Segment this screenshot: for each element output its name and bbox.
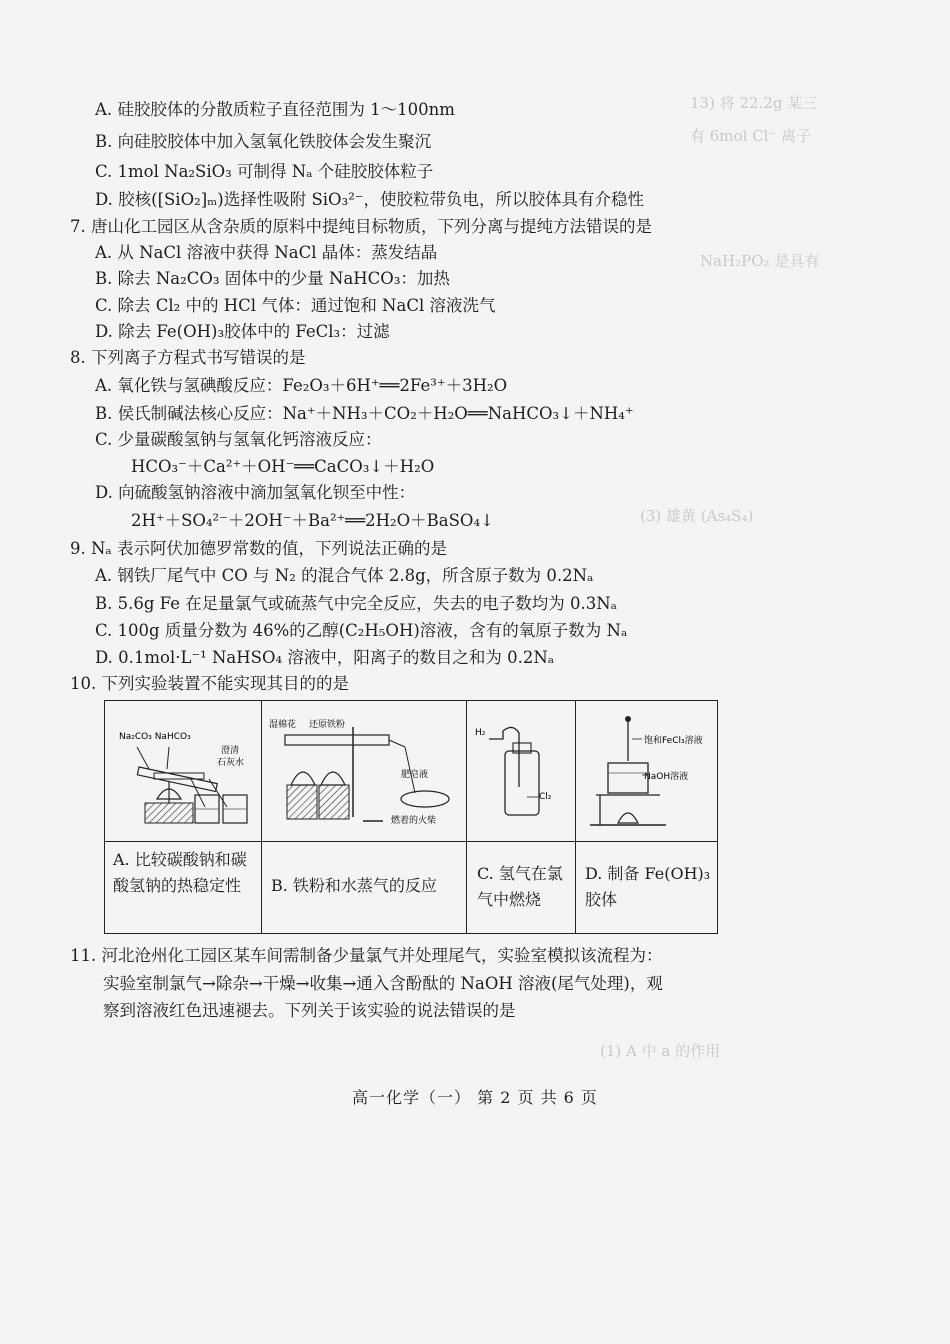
q10-apparatus-table: [104, 700, 718, 934]
q8-option-b: B. 侯氏制碱法核心反应：Na⁺＋NH₃＋CO₂＋H₂O══NaHCO₃↓＋NH₄⁺: [95, 404, 634, 423]
q6-option-b: B. 向硅胶胶体中加入氢氧化铁胶体会发生聚沉: [95, 132, 432, 151]
q6-option-a: A. 硅胶胶体的分散质粒子直径范围为 1～100nm: [95, 100, 455, 119]
q9-option-a: A. 钢铁厂尾气中 CO 与 N₂ 的混合气体 2.8g，所含原子数为 0.2Nₐ: [95, 566, 594, 585]
q11-stem-line-3: 察到溶液红色迅速褪去。下列关于该实验的说法错误的是: [103, 1001, 516, 1020]
diagram-thermal-stability: [109, 707, 259, 835]
bleed-through-text: NaH₂PO₂ 是具有: [700, 252, 820, 270]
diagram-iron-steam: [265, 707, 465, 835]
label-carbonates: Na₂CO₃ NaHCO₃: [119, 732, 191, 742]
label-burning-match: 燃着的火柴: [391, 816, 437, 826]
page-footer: 高一化学（一） 第 2 页 共 6 页: [352, 1088, 598, 1107]
q7-option-b: B. 除去 Na₂CO₃ 固体中的少量 NaHCO₃：加热: [95, 269, 450, 288]
q9-option-b: B. 5.6g Fe 在足量氯气或硫蒸气中完全反应，失去的电子数均为 0.3Nₐ: [95, 594, 618, 613]
q7-option-d: D. 除去 Fe(OH)₃胶体中的 FeCl₃：过滤: [95, 322, 390, 341]
bleed-through-text: (1) A 中 a 的作用: [600, 1042, 721, 1060]
q10-stem: 10. 下列实验装置不能实现其目的的是: [70, 674, 349, 693]
table-divider: [105, 841, 717, 842]
label-chlorine: Cl₂: [539, 792, 552, 802]
option-b-caption: B. 铁粉和水蒸气的反应: [271, 876, 437, 895]
q9-option-d: D. 0.1mol·L⁻¹ NaHSO₄ 溶液中，阳离子的数目之和为 0.2Nₐ: [95, 648, 555, 667]
q9-option-c: C. 100g 质量分数为 46%的乙醇(C₂H₅OH)溶液，含有的氧原子数为 Nₐ: [95, 621, 628, 640]
q8-option-d: D. 向硫酸氢钠溶液中滴加氢氧化钡至中性：: [95, 483, 416, 502]
label-sodium-hydroxide: NaOH溶液: [644, 772, 689, 782]
option-d-caption: D. 制备 Fe(OH)₃ 胶体: [585, 864, 711, 909]
q8-option-c-equation: HCO₃⁻＋Ca²⁺＋OH⁻══CaCO₃↓＋H₂O: [131, 457, 435, 476]
bleed-through-text: 有 6mol Cl⁻ 离子: [690, 127, 812, 145]
diagram-ferric-hydroxide-colloid: [578, 707, 716, 835]
label-ferric-chloride: 饱和FeCl₃溶液: [644, 736, 703, 746]
q11-stem-line-1: 11. 河北沧州化工园区某车间需制备少量氯气并处理尾气，实验室模拟该流程为：: [70, 946, 663, 965]
q8-stem: 8. 下列离子方程式书写错误的是: [70, 348, 306, 367]
q11-stem-line-2: 实验室制氯气→除杂→干燥→收集→通入含酚酞的 NaOH 溶液(尾气处理)，观: [103, 974, 663, 993]
option-a-caption: A. 比较碳酸钠和碳酸氢钠的热稳定性: [113, 850, 247, 895]
label-limewater-1: 澄清: [221, 746, 240, 756]
q8-option-c: C. 少量碳酸氢钠与氢氧化钙溶液反应：: [95, 430, 382, 449]
label-iron-powder: 还原铁粉: [309, 720, 346, 730]
q8-option-d-equation: 2H⁺＋SO₄²⁻＋2OH⁻＋Ba²⁺══2H₂O＋BaSO₄↓: [131, 511, 494, 530]
label-soap-solution: 肥皂液: [401, 770, 429, 780]
label-wet-cotton: 湿棉花: [269, 720, 297, 730]
q6-option-d: D. 胶核([SiO₂]ₘ)选择性吸附 SiO₃²⁻，使胶粒带负电，所以胶体具有介稳性: [95, 190, 645, 209]
q6-option-c: C. 1mol Na₂SiO₃ 可制得 Nₐ 个硅胶胶体粒子: [95, 162, 434, 181]
q7-option-a: A. 从 NaCl 溶液中获得 NaCl 晶体：蒸发结晶: [95, 243, 438, 262]
q7-stem: 7. 唐山化工园区从含杂质的原料中提纯目标物质，下列分离与提纯方法错误的是: [70, 217, 652, 236]
q9-stem: 9. Nₐ 表示阿伏加德罗常数的值，下列说法正确的是: [70, 539, 448, 558]
bleed-through-text: (3) 雄黄 (As₄S₄): [640, 507, 754, 525]
diagram-hydrogen-chlorine: [469, 707, 575, 835]
q8-option-a: A. 氧化铁与氢碘酸反应：Fe₂O₃＋6H⁺══2Fe³⁺＋3H₂O: [95, 376, 508, 395]
q7-option-c: C. 除去 Cl₂ 中的 HCl 气体：通过饱和 NaCl 溶液洗气: [95, 296, 496, 315]
label-limewater-2: 石灰水: [217, 758, 245, 768]
option-c-caption: C. 氢气在氯气中燃烧: [477, 864, 563, 909]
label-hydrogen: H₂: [475, 728, 486, 738]
bleed-through-text: 13) 将 22.2g 某三: [690, 94, 818, 112]
